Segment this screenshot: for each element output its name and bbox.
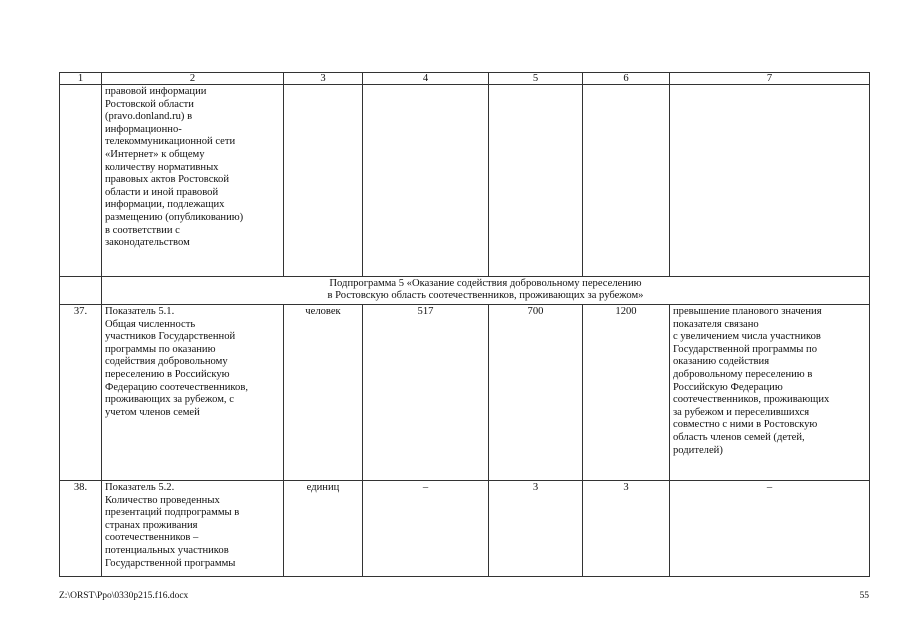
subprogram-row [60, 277, 870, 305]
note-cell: превышение планового значения показателя связано с увеличением числа участников Государственной программы по оказанию содействия добровольному переселению в Российскую Федерацию соотечественников, проживающих за рубежом и переселившихся совместно с ними в Ростовскую область членов семей (детей, родителей) [670, 305, 870, 481]
subprogram-title: Подпрограмма 5 «Оказание содействия добровольному переселению в Ростовскую область соотечественников, проживающих за рубежом» [102, 277, 870, 305]
table-row [60, 481, 870, 577]
unit-cell: человек [284, 305, 363, 481]
column-number-row [60, 73, 870, 85]
indicator-table [59, 72, 870, 577]
indicator-name: Показатель 5.2. Количество проведенных презентаций подпрограммы в странах проживания соотечественников – потенциальных участников Государственной программы [102, 481, 284, 577]
value-cell-col4: 517 [363, 305, 489, 481]
row-number: 38. [60, 481, 102, 577]
column-number: 6 [583, 73, 670, 85]
column-number: 5 [489, 73, 583, 85]
row-number: 37. [60, 305, 102, 481]
table-row-continued [60, 85, 870, 277]
indicator-name-continued: правовой информации Ростовской области (pravo.donland.ru) в информационно- телекоммуникационной сети «Интернет» к общему количеству нормативных правовых актов Ростовской области и иной правовой информации, подлежащих размещению (опубликованию) в соответствии с законодательством [102, 85, 284, 277]
value-cell-col6: 3 [583, 481, 670, 577]
column-number: 4 [363, 73, 489, 85]
column-number: 2 [102, 73, 284, 85]
value-cell-col4: – [363, 481, 489, 577]
value-cell-col5: 700 [489, 305, 583, 481]
page-number: 55 [859, 591, 869, 601]
file-path: Z:\ORST\Ppo\0330p215.f16.docx [59, 591, 189, 601]
table-row [60, 305, 870, 481]
note-cell: – [670, 481, 870, 577]
indicator-name: Показатель 5.1. Общая численность участников Государственной программы по оказанию содействия добровольному переселению в Российскую Федерацию соотечественников, проживающих за рубежом, с учетом членов семей [102, 305, 284, 481]
unit-cell: единиц [284, 481, 363, 577]
value-cell-col6: 1200 [583, 305, 670, 481]
column-number: 3 [284, 73, 363, 85]
column-number: 7 [670, 73, 870, 85]
column-number: 1 [60, 73, 102, 85]
value-cell-col5: 3 [489, 481, 583, 577]
